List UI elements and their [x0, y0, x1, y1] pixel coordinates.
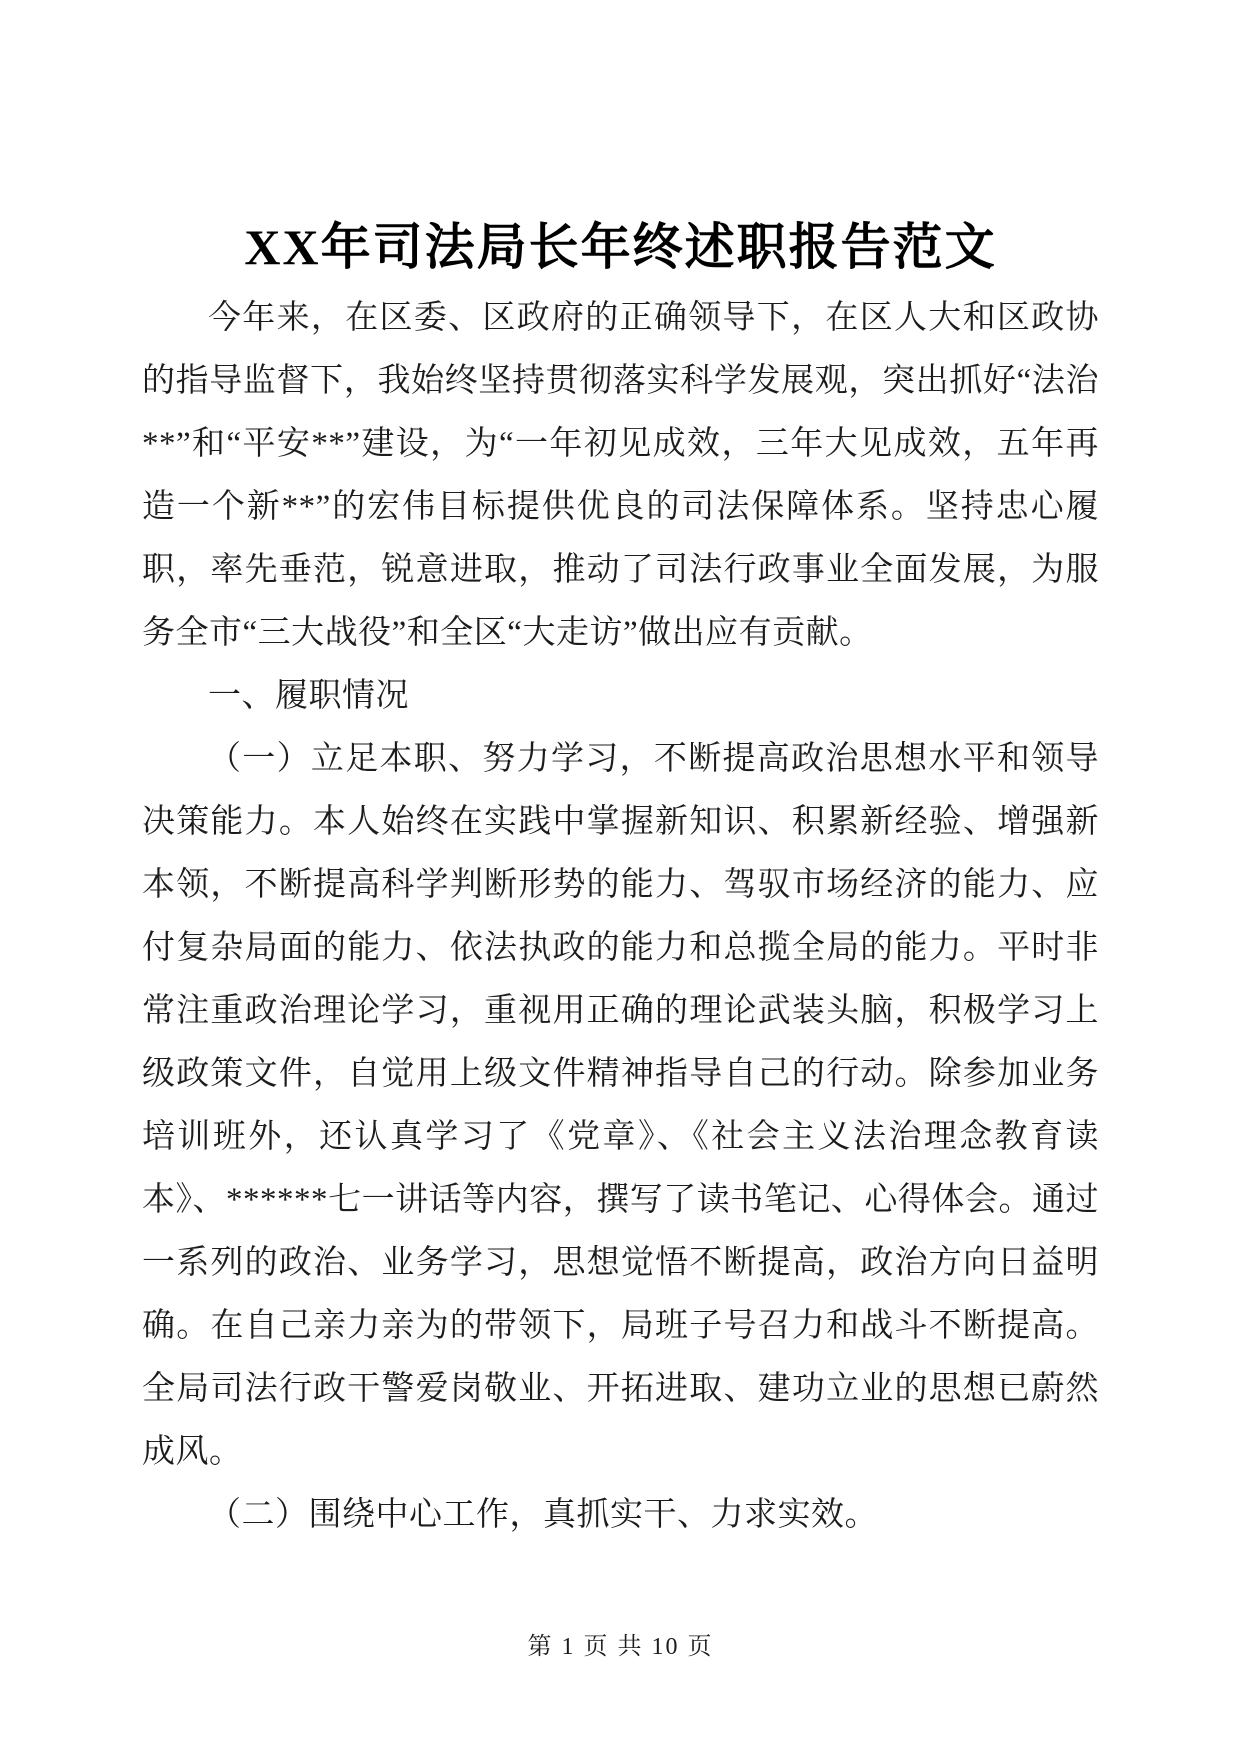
page-footer: [0, 1632, 1241, 1662]
paragraph-intro: 今年来，在区委、区政府的正确领导下，在区人大和区政协的指导监督下，我始终坚持贯彻落实科学发展观，突出抓好“法治**”和“平安**”建设，为“一年初见成效，三年大见成效，五年再造一个新**”的宏伟目标提供优良的司法保障体系。坚持忠心履职，率先垂范，锐意进取，推动了司法行政事业全面发展，为服务全市“三大战役”和全区“大走访”做出应有贡献。: [142, 300, 1099, 651]
document-title: XX年司法局长年终述职报告范文: [244, 219, 997, 275]
page-number-label: 第 1 页 共 10 页: [527, 1634, 714, 1660]
paragraph-subsection-two: （二）围绕中心工作，真抓实干、力求实效。: [208, 1497, 878, 1533]
paragraph-subsection-one: （一）立足本职、努力学习，不断提高政治思想水平和领导决策能力。本人始终在实践中掌握新知识、积累新经验、增强新本领，不断提高科学判断形势的能力、驾驭市场经济的能力、应付复杂局面的能力、依法执政的能力和总揽全局的能力。平时非常注重政治理论学习，重视用正确的理论武装头脑，积极学习上级政策文件，自觉用上级文件精神指导自己的行动。除参加业务培训班外，还认真学习了《党章》、《社会主义法治理念教育读本》、******七一讲话等内容，撰写了读书笔记、心得体会。通过一系列的政治、业务学习，思想觉悟不断提高，政治方向日益明确。在自己亲力亲为的带领下，局班子号召力和战斗不断提高。全局司法行政干警爱岗敬业、开拓进取、建功立业的思想已蔚然成风。: [142, 741, 1099, 1470]
document-body: [142, 287, 1099, 1547]
section-heading-performance: 一、履职情况: [208, 678, 409, 714]
